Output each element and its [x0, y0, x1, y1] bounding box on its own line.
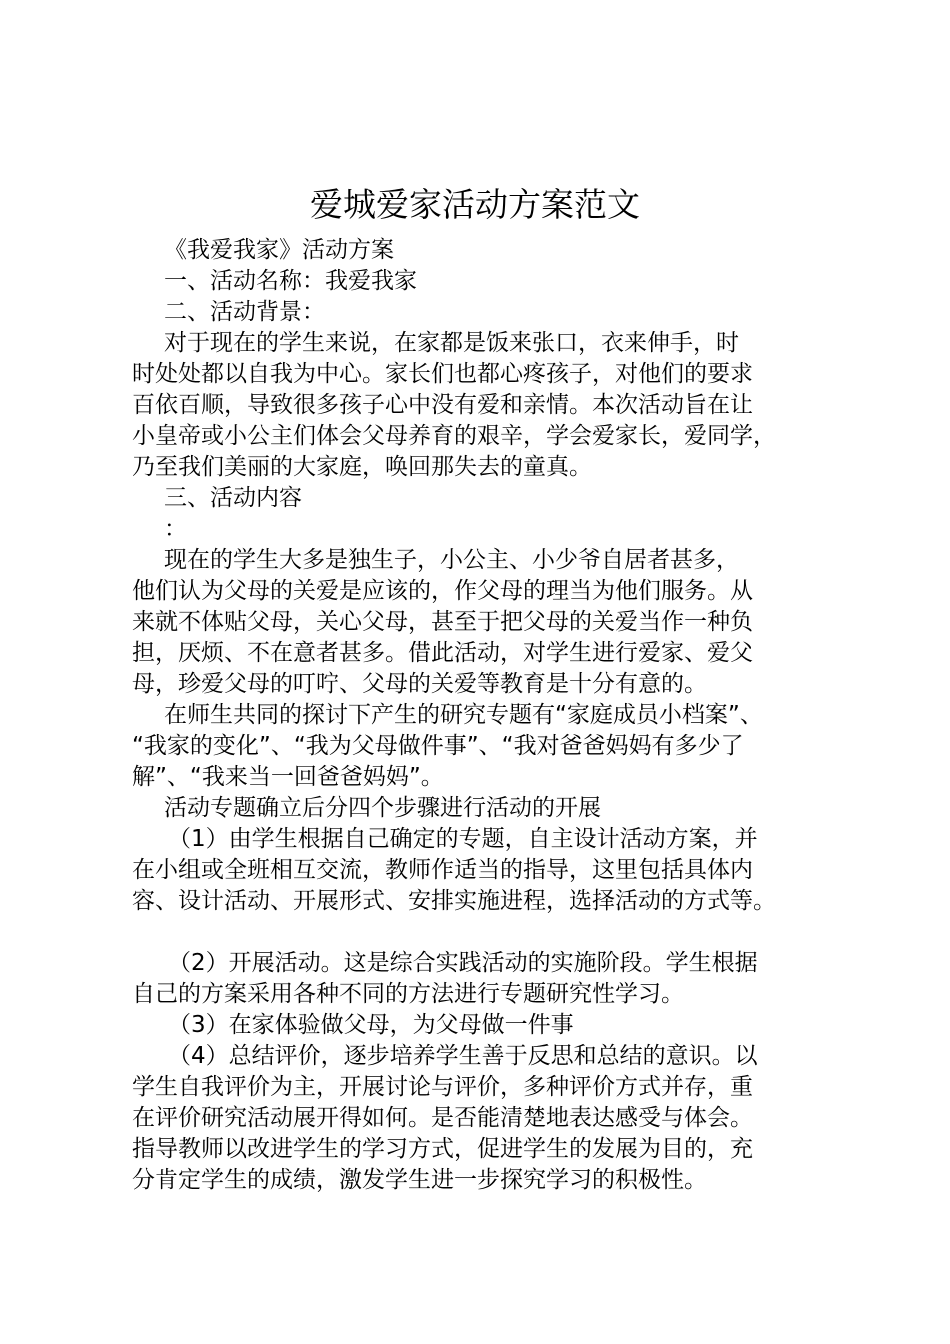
paragraph-line: 担，厌烦、不在意者甚多。借此活动，对学生进行爱家、爱父 [132, 640, 753, 666]
paragraph-line: 二、活动背景： [164, 299, 325, 325]
paragraph-line: 他们认为父母的关爱是应该的，作父母的理当为他们服务。从 [132, 578, 753, 604]
document-title: 爱城爱家活动方案范文 [310, 185, 640, 224]
paragraph-line: 指导教师以改进学生的学习方式，促进学生的发展为目的，充 [132, 1136, 753, 1162]
paragraph-spacer [132, 917, 842, 948]
paragraph-line: 在评价研究活动展开得如何。是否能清楚地表达感受与体会。 [132, 1105, 753, 1131]
paragraph-line: 乃至我们美丽的大家庭，唤回那失去的童真。 [132, 454, 592, 480]
paragraph-line: 母，珍爱父母的叮咛、父母的关爱等教育是十分有意的。 [132, 671, 707, 697]
paragraph-line: 时处处都以自我为中心。家长们也都心疼孩子，对他们的要求 [132, 361, 753, 387]
paragraph-line: ： [164, 516, 187, 542]
paragraph-line: 学生自我评价为主，开展讨论与评价，多种评价方式并存，重 [132, 1074, 753, 1100]
paragraph-line: 来就不体贴父母，关心父母，甚至于把父母的关爱当作一种负 [132, 609, 753, 635]
paragraph-line: （3）在家体验做父母，为父母做一件事 [168, 1012, 574, 1038]
paragraph-line: 小皇帝或小公主们体会父母养育的艰辛，学会爱家长，爱同学， [132, 423, 776, 449]
paragraph-line: 对于现在的学生来说，在家都是饭来张口，衣来伸手，时 [164, 330, 739, 356]
paragraph-line: （1）由学生根据自己确定的专题，自主设计活动方案，并 [168, 826, 758, 852]
paragraph-line: 活动专题确立后分四个步骤进行活动的开展 [164, 795, 601, 821]
paragraph-line: （4）总结评价，逐步培养学生善于反思和总结的意识。以 [168, 1043, 758, 1069]
paragraph-line: （2）开展活动。这是综合实践活动的实施阶段。学生根据 [168, 950, 758, 976]
paragraph-line: 一、活动名称：我爱我家 [164, 268, 417, 294]
paragraph-line: 自己的方案采用各种不同的方法进行专题研究性学习。 [132, 981, 684, 1007]
document-body [132, 235, 842, 1196]
paragraph-line: 在师生共同的探讨下产生的研究专题有“家庭成员小档案”、 [164, 702, 763, 728]
paragraph-line: 解”、“我来当一回爸爸妈妈”。 [132, 764, 444, 790]
paragraph-line: 现在的学生大多是独生子，小公主、小少爷自居者甚多， [164, 547, 739, 573]
paragraph-line: 《我爱我家》活动方案 [164, 237, 394, 263]
paragraph-line: 分肯定学生的成绩，激发学生进一步探究学习的积极性。 [132, 1167, 707, 1193]
paragraph-line: “我家的变化”、“我为父母做件事”、“我对爸爸妈妈有多少了 [132, 733, 744, 759]
paragraph-line: 容、设计活动、开展形式、安排实施进程，选择活动的方式等。 [132, 888, 776, 914]
paragraph-line: 三、活动内容 [164, 485, 302, 511]
paragraph-line: 百依百顺，导致很多孩子心中没有爱和亲情。本次活动旨在让 [132, 392, 753, 418]
paragraph-line: 在小组或全班相互交流，教师作适当的指导，这里包括具体内 [132, 857, 753, 883]
